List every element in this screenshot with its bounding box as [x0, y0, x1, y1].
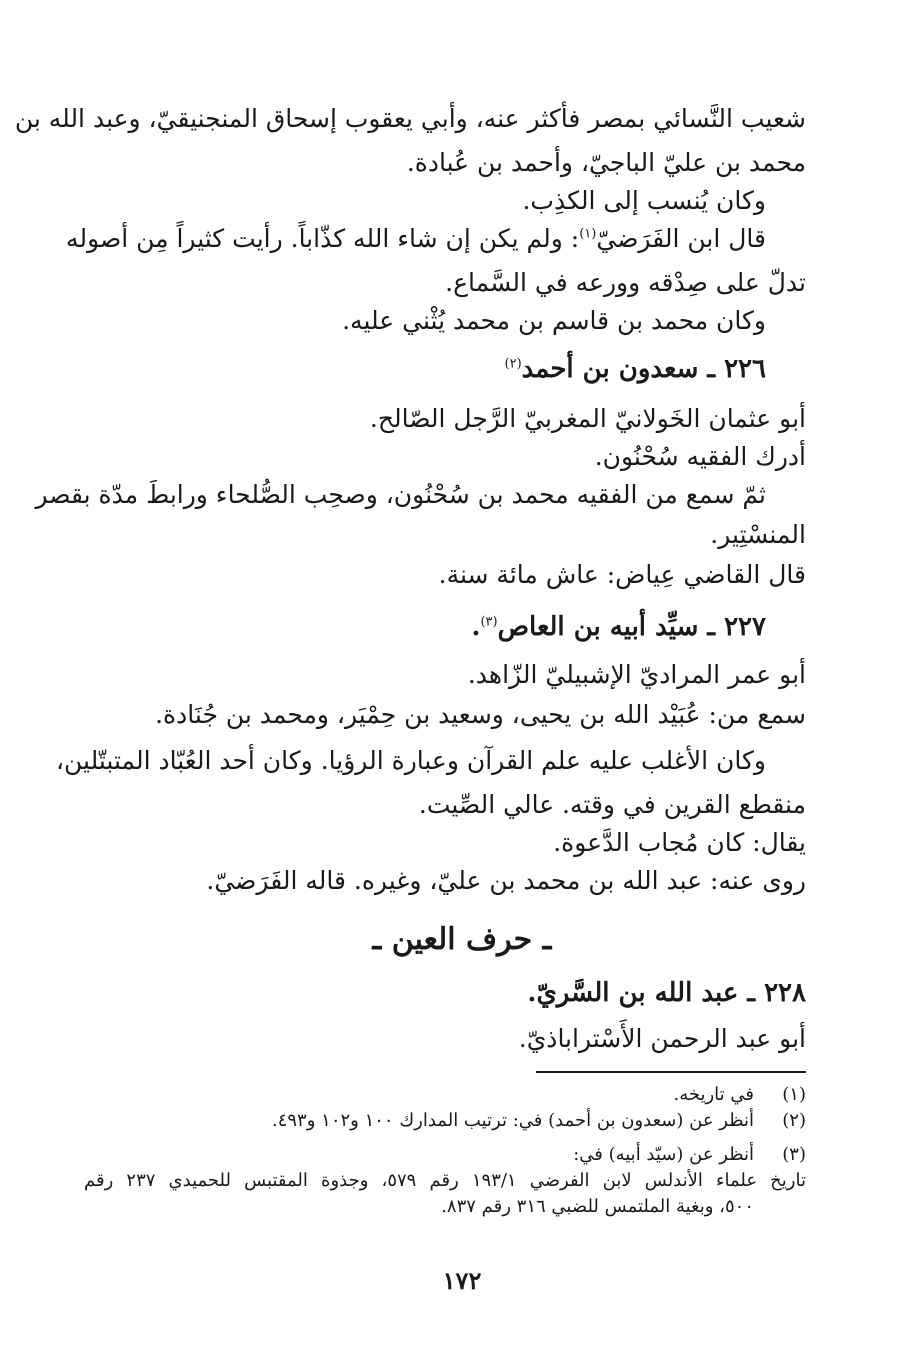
body-line: منقطع القرين في وقته. عالي الصِّيت.: [418, 790, 806, 819]
footnote-text: أنظر عن (سعدون بن أحمد) في: ترتيب المدارك ١٠٠ و١٠٢ و٤٩٣.: [271, 1110, 754, 1131]
footnote-number: (١): [782, 1084, 806, 1105]
footnote-continuation: تاريخ علماء الأندلس لابن الفرضي ١٩٣/١ رقم ٥٧٩، وجذوة المقتبس للحميدي ٢٣٧ رقم: [84, 1170, 806, 1191]
body-line: يقال: كان مُجاب الدَّعوة.: [553, 828, 806, 857]
body-line: قال القاضي عِياض: عاش مائة سنة.: [438, 560, 806, 589]
footnote-text: في تاريخه.: [673, 1084, 754, 1105]
footnote-ref: (٢): [504, 356, 522, 372]
body-line: المنسْتِير.: [710, 520, 806, 549]
body-line: أبو عثمان الخَولانيّ المغربيّ الرَّجل الصّالح.: [369, 404, 806, 433]
footnote-number: (٣): [782, 1144, 806, 1165]
entry-heading: ٢٢٨ ـ عبد الله بن السَّريّ.: [527, 978, 806, 1008]
footnote: [272, 1110, 806, 1132]
body-line: وكان يُنسب إلى الكذِب.: [522, 186, 766, 215]
section-title: ـ حرف العين ـ: [372, 922, 552, 957]
footnote: [673, 1084, 806, 1106]
footnote-continuation: ٥٠٠، وبغية الملتمس للضبي ٣١٦ رقم ٨٣٧.: [441, 1196, 754, 1217]
footnote-ref: (٣): [480, 614, 498, 630]
body-line: وكان الأغلب عليه علم القرآن وعبارة الرؤيا. وكان أحد العُبّاد المتبتّلين،: [55, 746, 766, 775]
entry-heading: ٢٢٧ ـ سيِّد أبيه بن العاص$^{(٣)}$.: [471, 612, 766, 642]
footnote-number: (٢): [782, 1110, 806, 1131]
body-line: أدرك الفقيه سُحْنُون.: [594, 442, 806, 471]
footnote-text: أنظر عن (سيّد أبيه) في:: [573, 1144, 754, 1165]
body-line: وكان محمد بن قاسم بن محمد يُثْني عليه.: [342, 306, 766, 335]
body-line: تدلّ على صِدْقه وورعه في السَّماع.: [445, 268, 806, 297]
page-number: ١٧٢: [442, 1266, 482, 1295]
footnote-ref: (١): [579, 226, 597, 242]
body-line: ثمّ سمع من الفقيه محمد بن سُحْنُون، وصحِب الصُّلحاء ورابطَ مدّة بقصر: [35, 480, 766, 509]
body-line: روى عنه: عبد الله بن محمد بن عليّ، وغيره. قاله الفَرَضيّ.: [206, 866, 806, 895]
body-line: سمع من: عُبَيْد الله بن يحيى، وسعيد بن حِمْيَر، ومحمد بن جُنَادة.: [155, 700, 806, 729]
body-line: شعيب النَّسائي بمصر فأكثر عنه، وأبي يعقوب إسحاق المنجنيقيّ، وعبد الله بن: [14, 104, 806, 133]
body-line: محمد بن عليّ الباجيّ، وأحمد بن عُبادة.: [406, 148, 806, 177]
entry-heading: ٢٢٦ ـ سعدون بن أحمد$^{(٢)}$: [504, 354, 766, 384]
body-line: أبو عمر المراديّ الإشبيليّ الزّاهد.: [467, 660, 806, 689]
footnote: [573, 1144, 806, 1166]
body-line: قال ابن الفَرَضيّ$^{(١)}$: ولم يكن إن شاء الله كذّاباً. رأيت كثيراً مِن أصوله: [66, 224, 766, 253]
body-line: أبو عبد الرحمن الأَسْتراباذيّ.: [518, 1024, 806, 1053]
footnote-divider: [536, 1071, 806, 1073]
